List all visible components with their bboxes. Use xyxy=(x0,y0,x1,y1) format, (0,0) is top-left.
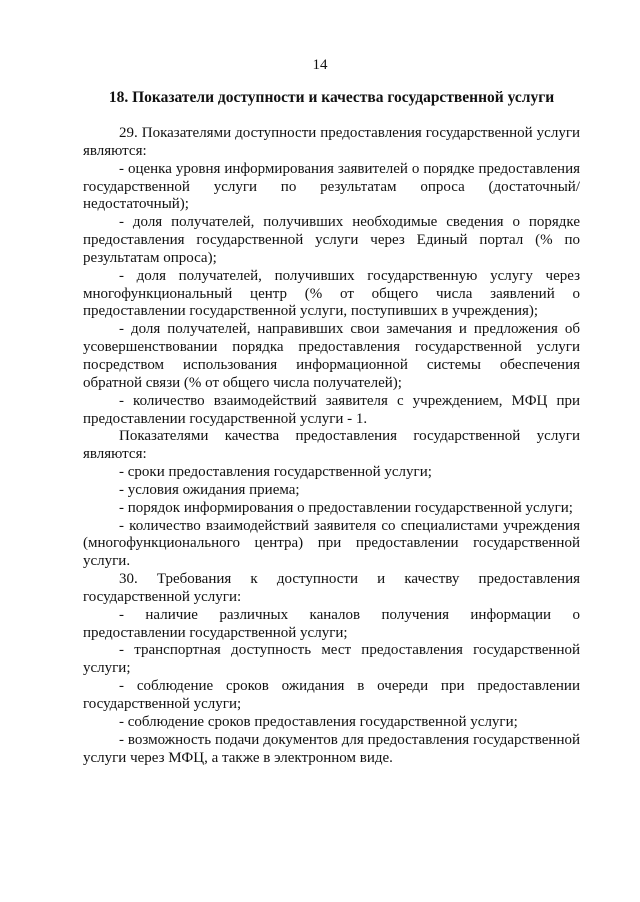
list-item: - соблюдение сроков предоставления государственной услуги; xyxy=(119,713,518,730)
paragraph: 29. Показателями доступности предоставления государственной услуги являются: xyxy=(83,125,580,159)
document-body xyxy=(83,125,580,767)
list-item: - количество взаимодействий заявителя со специалистами учреждения (многофункционального центра) при предоставлении государственной услуги. xyxy=(83,517,580,570)
paragraph: 30. Требования к доступности и качеству предоставления государственной услуги: xyxy=(83,571,580,605)
section-title: 18. Показатели доступности и качества государственной услуги xyxy=(108,89,555,106)
list-item: - транспортная доступность мест предоставления государственной услуги; xyxy=(83,642,580,677)
list-item: - количество взаимодействий заявителя с учреждением, МФЦ при предоставлении государственной услуги - 1. xyxy=(83,392,580,427)
list-item: - порядок информирования о предоставлении государственной услуги; xyxy=(119,499,573,516)
list-item: - соблюдение сроков ожидания в очереди при предоставлении государственной услуги; xyxy=(83,678,580,712)
list-item: - сроки предоставления государственной услуги; xyxy=(119,464,432,481)
list-item: - доля получателей, направивших свои замечания и предложения об усовершенствовании порядка предоставления государственной услуги посредством использования информационной системы обеспечения обратной связи (% от общего числа получателей); xyxy=(83,321,580,391)
list-item: - наличие различных каналов получения информации о предоставлении государственной услуги; xyxy=(83,606,580,641)
list-item: - возможность подачи документов для предоставления государственной услуги через МФЦ, а также в электронном виде. xyxy=(83,731,580,766)
paragraph: Показателями качества предоставления государственной услуги являются: xyxy=(83,428,580,463)
list-item: - условия ожидания приема; xyxy=(119,481,300,498)
list-item: - доля получателей, получивших необходимые сведения о порядке предоставления государственной услуги через Единый портал (% по результатам опроса); xyxy=(83,214,580,266)
page-number: 14 xyxy=(312,57,328,73)
list-item: - доля получателей, получивших государственную услугу через многофункциональный центр (% от общего числа заявлений о предоставлении государственной услуги, поступивших в учреждения); xyxy=(83,267,580,320)
list-item: - оценка уровня информирования заявителей о порядке предоставления государственной услуги по результатам опроса (достаточный/недостаточный); xyxy=(83,160,580,213)
